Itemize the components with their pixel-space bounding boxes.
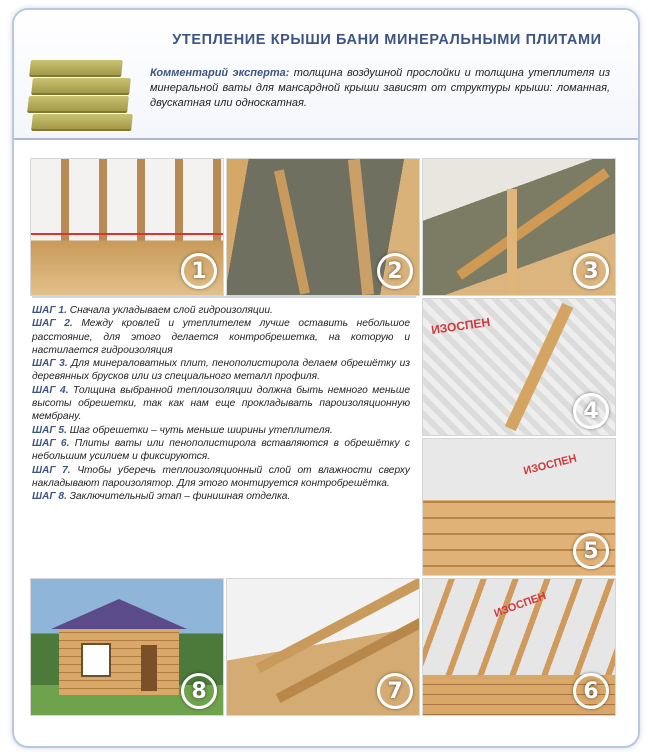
photo-step-2 <box>226 158 420 296</box>
step-label: ШАГ 3. <box>32 358 68 370</box>
membrane-print: ИЗОСПЕН <box>430 314 491 338</box>
expert-comment <box>150 66 610 111</box>
step-1 <box>32 304 410 317</box>
photo-step-4 <box>422 298 616 436</box>
step-number-badge: 4 <box>573 393 609 429</box>
photo-step-5 <box>422 438 616 576</box>
step-6 <box>32 437 410 464</box>
step-text: Толщина выбранной теплоизоляции должна быть немного меньше высоты обрешетки, так как нам еще прокладывать пароизоляционную мембрану. <box>32 384 410 423</box>
step-5 <box>32 424 410 437</box>
photo-step-8 <box>30 578 224 716</box>
header <box>14 10 638 140</box>
photo-step-7 <box>226 578 420 716</box>
steps-list <box>32 304 410 503</box>
step-text: Шаг обрешетки – чуть меньше ширины утеплителя. <box>66 424 333 436</box>
step-number-badge: 3 <box>573 253 609 289</box>
step-2 <box>32 317 410 357</box>
step-label: ШАГ 5. <box>32 424 67 436</box>
step-text: Сначала укладываем слой гидроизоляции. <box>66 305 273 316</box>
step-number-badge: 5 <box>573 533 609 569</box>
membrane-print: ИЗОСПЕН <box>492 590 548 620</box>
photo-step-6 <box>422 578 616 716</box>
step-text: Для минераловатных плит, пенополистирола делаем обрешётку из деревянных брусков или из специального металл профиля. <box>32 358 410 383</box>
step-number-badge: 8 <box>181 673 217 709</box>
step-label: ШАГ 2. <box>32 318 73 330</box>
step-text: Между кровлей и утеплителем лучше оставить небольшое расстояние, для этого делается контробрешетка, на которую и настилается гидроизоляция <box>32 318 410 356</box>
step-4 <box>32 384 410 424</box>
step-label: ШАГ 1. <box>32 305 67 316</box>
photo-step-3 <box>422 158 616 296</box>
divider <box>32 296 416 298</box>
step-number-badge: 1 <box>181 253 217 289</box>
expert-comment-text: толщина воздушной прослойки и толщина утеплителя из минеральной ваты для мансардной крыши зависят от структуры крыши: ломанная, двускатная или односкатная. <box>150 67 610 109</box>
step-7 <box>32 464 410 491</box>
step-3 <box>32 357 410 384</box>
photo-step-1 <box>30 158 224 296</box>
step-text: Чтобы уберечь теплоизоляционный слой от влажности сверху накладывают пароизолятор. Для этого монтируется контробрешётка. <box>32 464 410 489</box>
step-8 <box>32 490 410 503</box>
mineral-wool-slabs-image <box>26 58 134 136</box>
step-label: ШАГ 4. <box>32 384 69 396</box>
step-label: ШАГ 6. <box>32 437 70 449</box>
infographic-frame <box>12 8 640 748</box>
expert-comment-label: Комментарий эксперта: <box>150 67 290 79</box>
page-title: УТЕПЛЕНИЕ КРЫШИ БАНИ МИНЕРАЛЬНЫМИ ПЛИТАМИ <box>172 32 602 48</box>
step-text: Заключительный этап – финишная отделка. <box>66 491 291 503</box>
step-number-badge: 7 <box>377 673 413 709</box>
step-label: ШАГ 7. <box>32 464 71 476</box>
step-number-badge: 6 <box>573 673 609 709</box>
membrane-print: ИЗОСПЕН <box>522 452 578 478</box>
step-label: ШАГ 8. <box>32 491 67 503</box>
step-text: Плиты ваты или пенополистирола вставляются в обрешётку с небольшим усилием и фиксируются. <box>32 437 410 463</box>
step-number-badge: 2 <box>377 253 413 289</box>
